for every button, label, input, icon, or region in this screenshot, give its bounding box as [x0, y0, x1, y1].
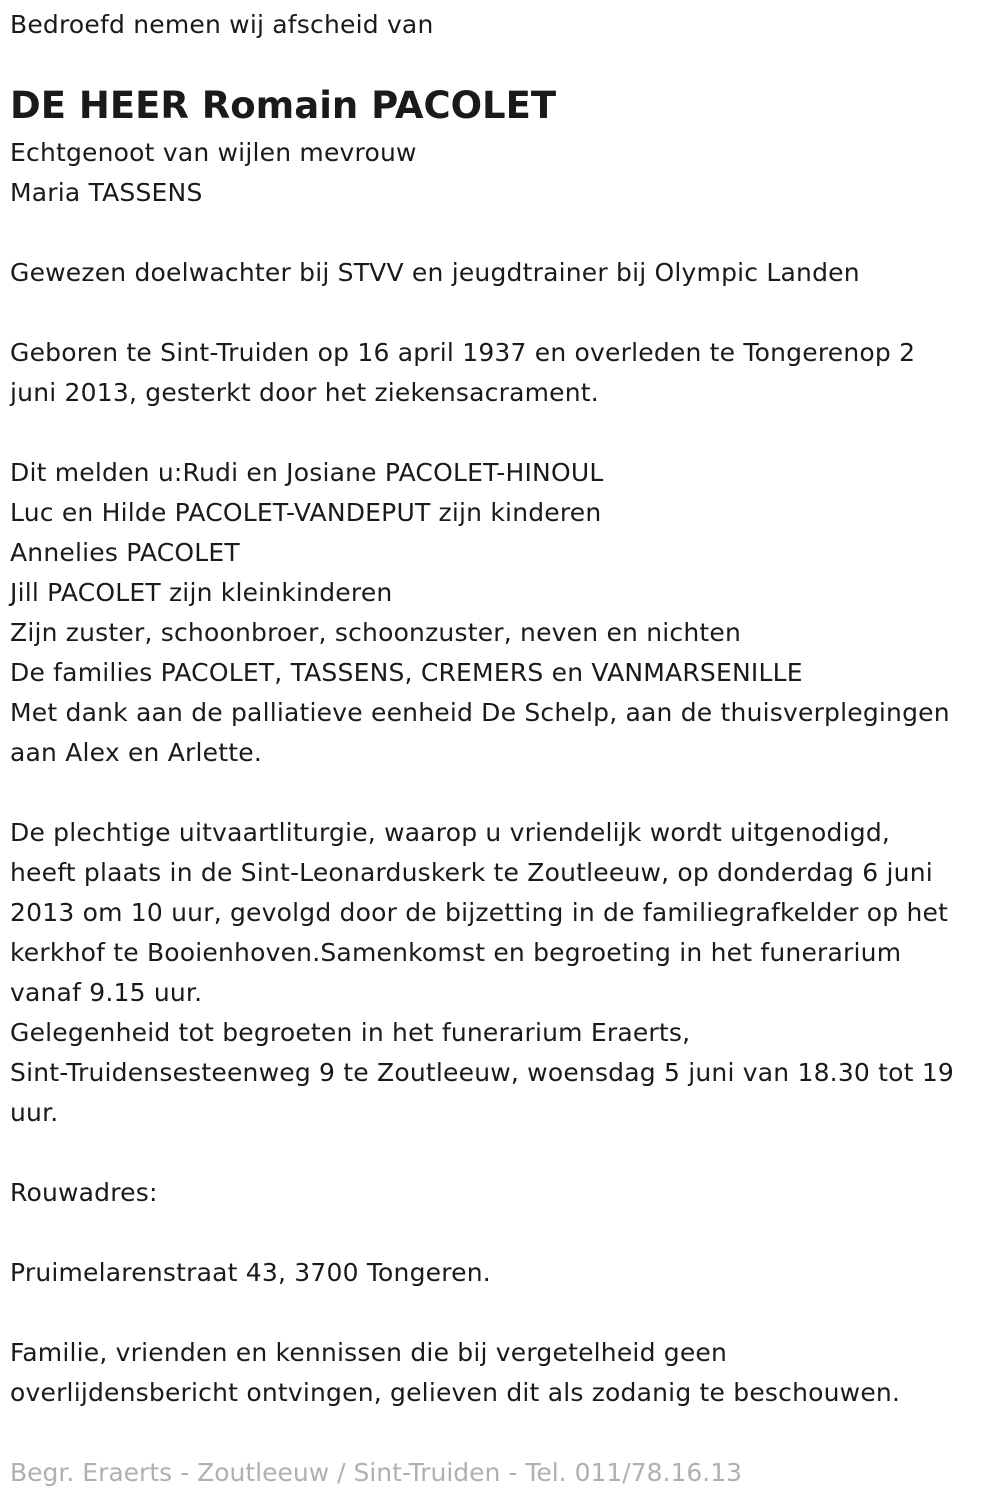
family-line: Jill PACOLET zijn kleinkinderen — [10, 578, 393, 607]
notice-line: Familie, vrienden en kennissen die bij vergetelheid geen — [10, 1338, 728, 1367]
career-line: Gewezen doelwachter bij STVV en jeugdtrainer bij Olympic Landen — [10, 258, 860, 287]
funeral-line: vanaf 9.15 uur. — [10, 978, 203, 1007]
intro-text: Bedroefd nemen wij afscheid van — [10, 10, 434, 39]
spouse-block — [10, 133, 417, 213]
funeral-line: Gelegenheid tot begroeten in het funerarium Eraerts, — [10, 1018, 691, 1047]
funeral-line: kerkhof te Booienhoven.Samenkomst en begroeting in het funerarium — [10, 938, 902, 967]
birth-death-block — [10, 333, 915, 413]
family-line: Luc en Hilde PACOLET-VANDEPUT zijn kinderen — [10, 498, 602, 527]
spouse-line: Echtgenoot van wijlen mevrouw — [10, 138, 417, 167]
family-line: Dit melden u:Rudi en Josiane PACOLET-HINOUL — [10, 458, 604, 487]
career-block — [10, 253, 860, 293]
address-block — [10, 1253, 491, 1293]
funeral-director-footer: Begr. Eraerts - Zoutleeuw / Sint-Truiden - Tel. 011/78.16.13 — [10, 1458, 743, 1487]
address-text: Pruimelarenstraat 43, 3700 Tongeren. — [10, 1258, 491, 1287]
family-line: Met dank aan de palliatieve eenheid De Schelp, aan de thuisverplegingen — [10, 698, 950, 727]
notice-line: overlijdensbericht ontvingen, gelieven dit als zodanig te beschouwen. — [10, 1378, 901, 1407]
family-block — [10, 453, 950, 773]
funeral-line: De plechtige uitvaartliturgie, waarop u vriendelijk wordt uitgenodigd, — [10, 818, 891, 847]
deceased-name: DE HEER Romain PACOLET — [10, 84, 557, 127]
spouse-name: Maria TASSENS — [10, 178, 203, 207]
family-line: Zijn zuster, schoonbroer, schoonzuster, neven en nichten — [10, 618, 742, 647]
funeral-line: Sint-Truidensesteenweg 9 te Zoutleeuw, woensdag 5 juni van 18.30 tot 19 — [10, 1058, 955, 1087]
funeral-line: 2013 om 10 uur, gevolgd door de bijzetting in de familiegrafkelder op het — [10, 898, 949, 927]
notice-block — [10, 1333, 900, 1413]
family-line: De families PACOLET, TASSENS, CREMERS en VANMARSENILLE — [10, 658, 803, 687]
address-label: Rouwadres: — [10, 1178, 158, 1207]
funeral-block — [10, 813, 954, 1133]
address-label-block — [10, 1173, 158, 1213]
funeral-line: heeft plaats in de Sint-Leonarduskerk te Zoutleeuw, op donderdag 6 juni — [10, 858, 933, 887]
birth-death-line: juni 2013, gesterkt door het ziekensacrament. — [10, 378, 599, 407]
funeral-line: uur. — [10, 1098, 59, 1127]
family-line: aan Alex en Arlette. — [10, 738, 262, 767]
family-line: Annelies PACOLET — [10, 538, 240, 567]
birth-death-line: Geboren te Sint-Truiden op 16 april 1937 en overleden te Tongerenop 2 — [10, 338, 916, 367]
